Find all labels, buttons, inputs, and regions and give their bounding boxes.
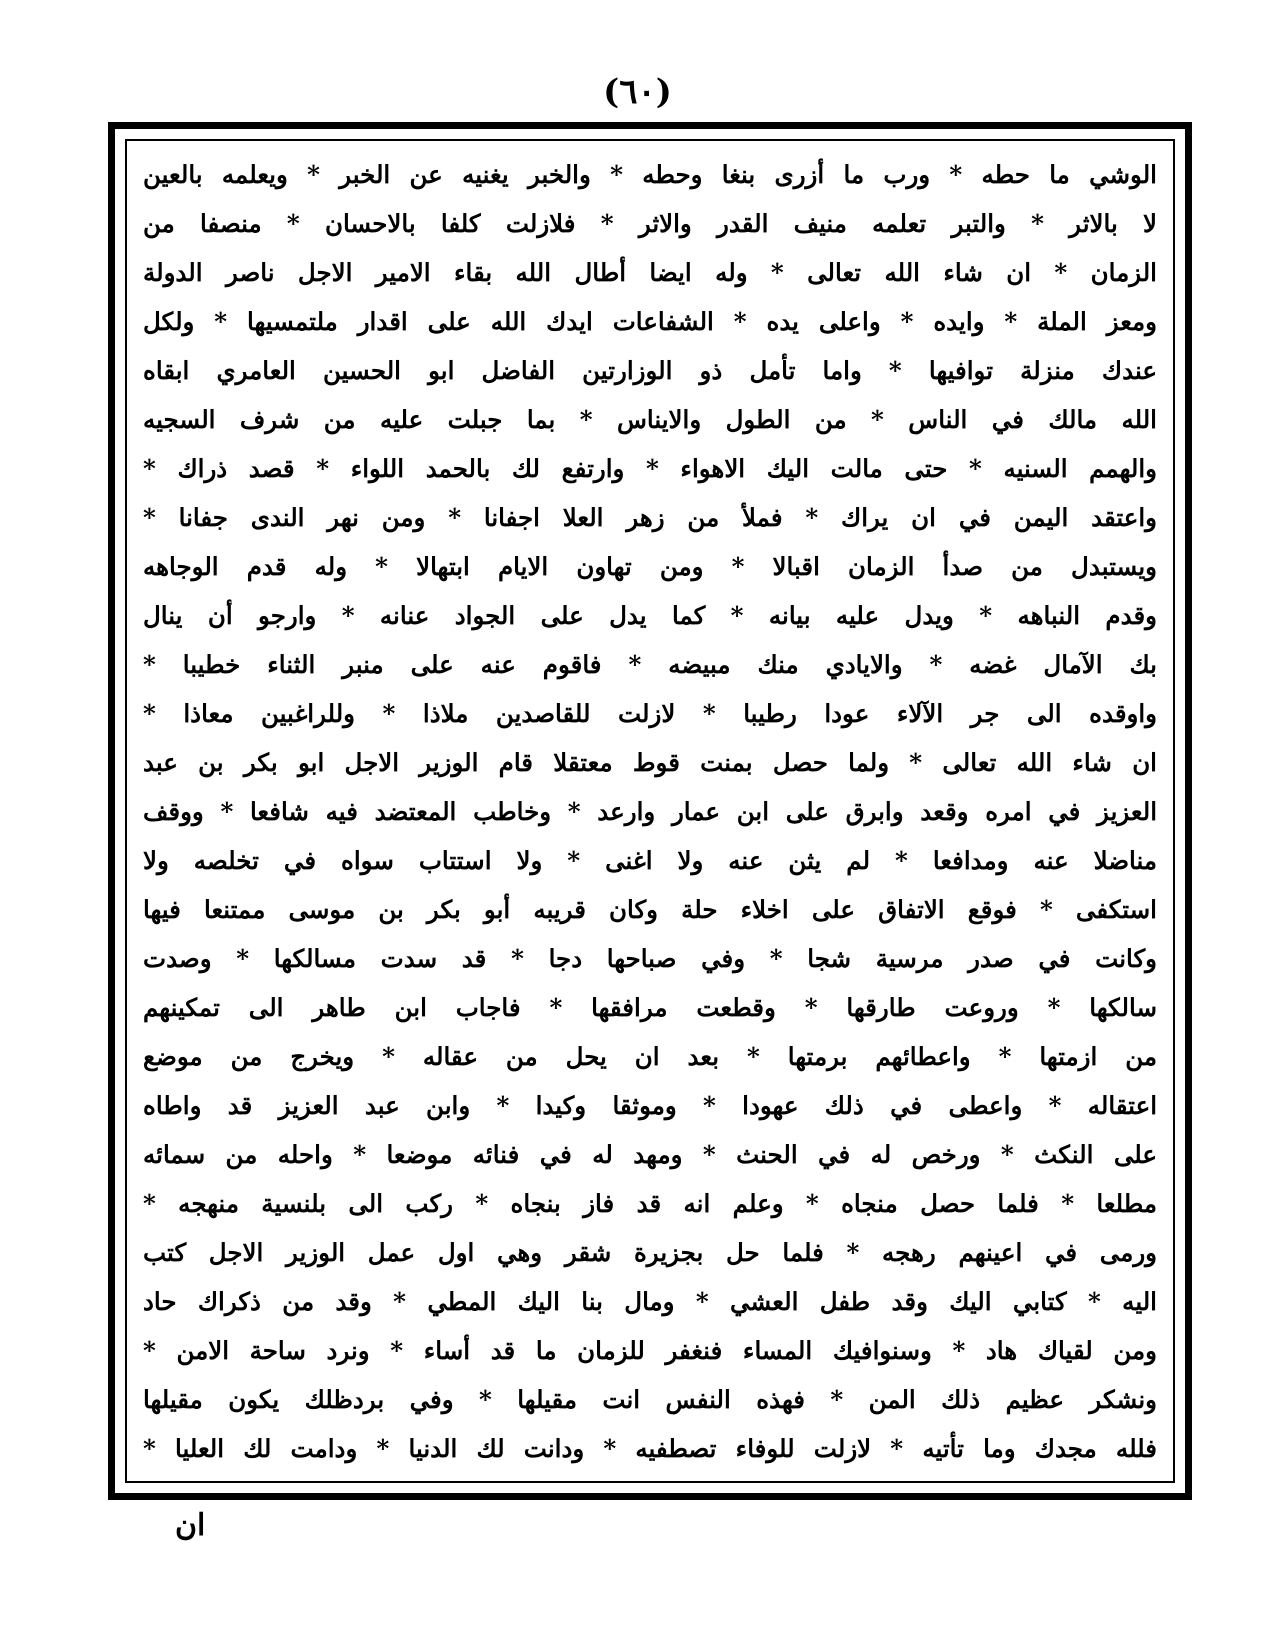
text-line: اعتقاله * واعطى في ذلك عهودا * وموثقا وكيدا * وابن عبد العزيز قد واطاه: [143, 1091, 1157, 1120]
text-line: من ازمتها * واعطائهم برمتها * بعد ان يحل من عقاله * ويخرج من موضع: [143, 1042, 1157, 1071]
text-line: مناضلا عنه ومدافعا * لم يثن عنه ولا اغنى * ولا استتاب سواه في تخلصه ولا: [143, 846, 1157, 875]
text-line: ومن لقياك هاد * وسنوافيك المساء فنغفر للزمان ما قد أساء * ونرد ساحة الامن *: [143, 1336, 1157, 1365]
text-line: على النكث * ورخص له في الحنث * ومهد له في فنائه موضعا * واحله من سمائه: [143, 1140, 1157, 1169]
text-line: استكفى * فوقع الاتفاق على اخلاء حلة وكان قريبه أبو بكر بن موسى ممتنعا فيها: [143, 895, 1157, 924]
text-line: لا بالاثر * والتبر تعلمه منيف القدر والاثر * فلازلت كلفا بالاحسان * منصفا من: [143, 209, 1157, 238]
text-line: عندك منزلة توافيها * واما تأمل ذو الوزارتين الفاضل ابو الحسين العامري ابقاه: [143, 356, 1157, 385]
text-line: مطلعا * فلما حصل منجاه * وعلم انه قد فاز بنجاه * ركب الى بلنسية منهجه *: [143, 1189, 1157, 1218]
text-line: ومعز الملة * وايده * واعلى يده * الشفاعات ايدك الله على اقدار ملتمسيها * ولكل: [143, 307, 1157, 336]
text-line: سالكها * وروعت طارقها * وقطعت مرافقها * فاجاب ابن طاهر الى تمكينهم: [143, 993, 1157, 1022]
text-line: الله مالك في الناس * من الطول والايناس * بما جبلت عليه من شرف السجيه: [143, 405, 1157, 434]
text-line: ان شاء الله تعالى * ولما حصل بمنت قوط معتقلا قام الوزير الاجل ابو بكر بن عبد: [143, 748, 1157, 777]
text-line: ورمى في اعينهم رهجه * فلما حل بجزيرة شقر وهي اول عمل الوزير الاجل كتب: [143, 1238, 1157, 1267]
text-line: اليه * كتابي اليك وقد طفل العشي * ومال بنا اليك المطي * وقد من ذكراك حاد: [143, 1287, 1157, 1316]
text-line: الزمان * ان شاء الله تعالى * وله ايضا أطال الله بقاء الامير الاجل ناصر الدولة: [143, 258, 1157, 287]
text-line: بك الآمال غضه * والايادي منك مبيضه * فاقوم عنه على منبر الثناء خطيبا *: [143, 650, 1157, 679]
text-line: وكانت في صدر مرسية شجا * وفي صباحها دجا * قد سدت مسالكها * وصدت: [143, 944, 1157, 973]
page-border-inner: [125, 139, 1175, 1483]
text-line: فلله مجدك وما تأتيه * لازلت للوفاء تصطفيه * ودانت لك الدنيا * ودامت لك العليا *: [143, 1434, 1157, 1463]
page-number: (٦٠): [603, 72, 672, 112]
page-border-outer: [108, 122, 1192, 1500]
text-line: والهمم السنيه * حتى مالت اليك الاهواء * وارتفع لك بالحمد اللواء * قصد ذراك *: [143, 454, 1157, 483]
text-line: ويستبدل من صدأ الزمان اقبالا * ومن تهاون الايام ابتهالا * وله قدم الوجاهه: [143, 552, 1157, 581]
text-line: الوشي ما حطه * ورب ما أزرى بنغا وحطه * والخبر يغنيه عن الخبر * ويعلمه بالعين: [143, 160, 1157, 189]
text-line: وقدم النباهه * ويدل عليه بيانه * كما يدل على الجواد عنانه * وارجو أن ينال: [143, 601, 1157, 630]
text-line: واوقده الى جر الآلاء عودا رطيبا * لازلت للقاصدين ملاذا * وللراغبين معاذا *: [143, 699, 1157, 728]
text-line: واعتقد اليمن في ان يراك * فملأ من زهر العلا اجفانا * ومن نهر الندى جفانا *: [143, 503, 1157, 532]
text-line: ونشكر عظيم ذلك المن * فهذه النفس انت مقيلها * وفي بردظلك يكون مقيلها: [143, 1385, 1157, 1414]
catchword: ان: [175, 1508, 206, 1543]
text-block: [143, 151, 1157, 1473]
text-line: العزيز في امره وقعد وابرق على ابن عمار وارعد * وخاطب المعتضد فيه شافعا * ووقف: [143, 797, 1157, 826]
